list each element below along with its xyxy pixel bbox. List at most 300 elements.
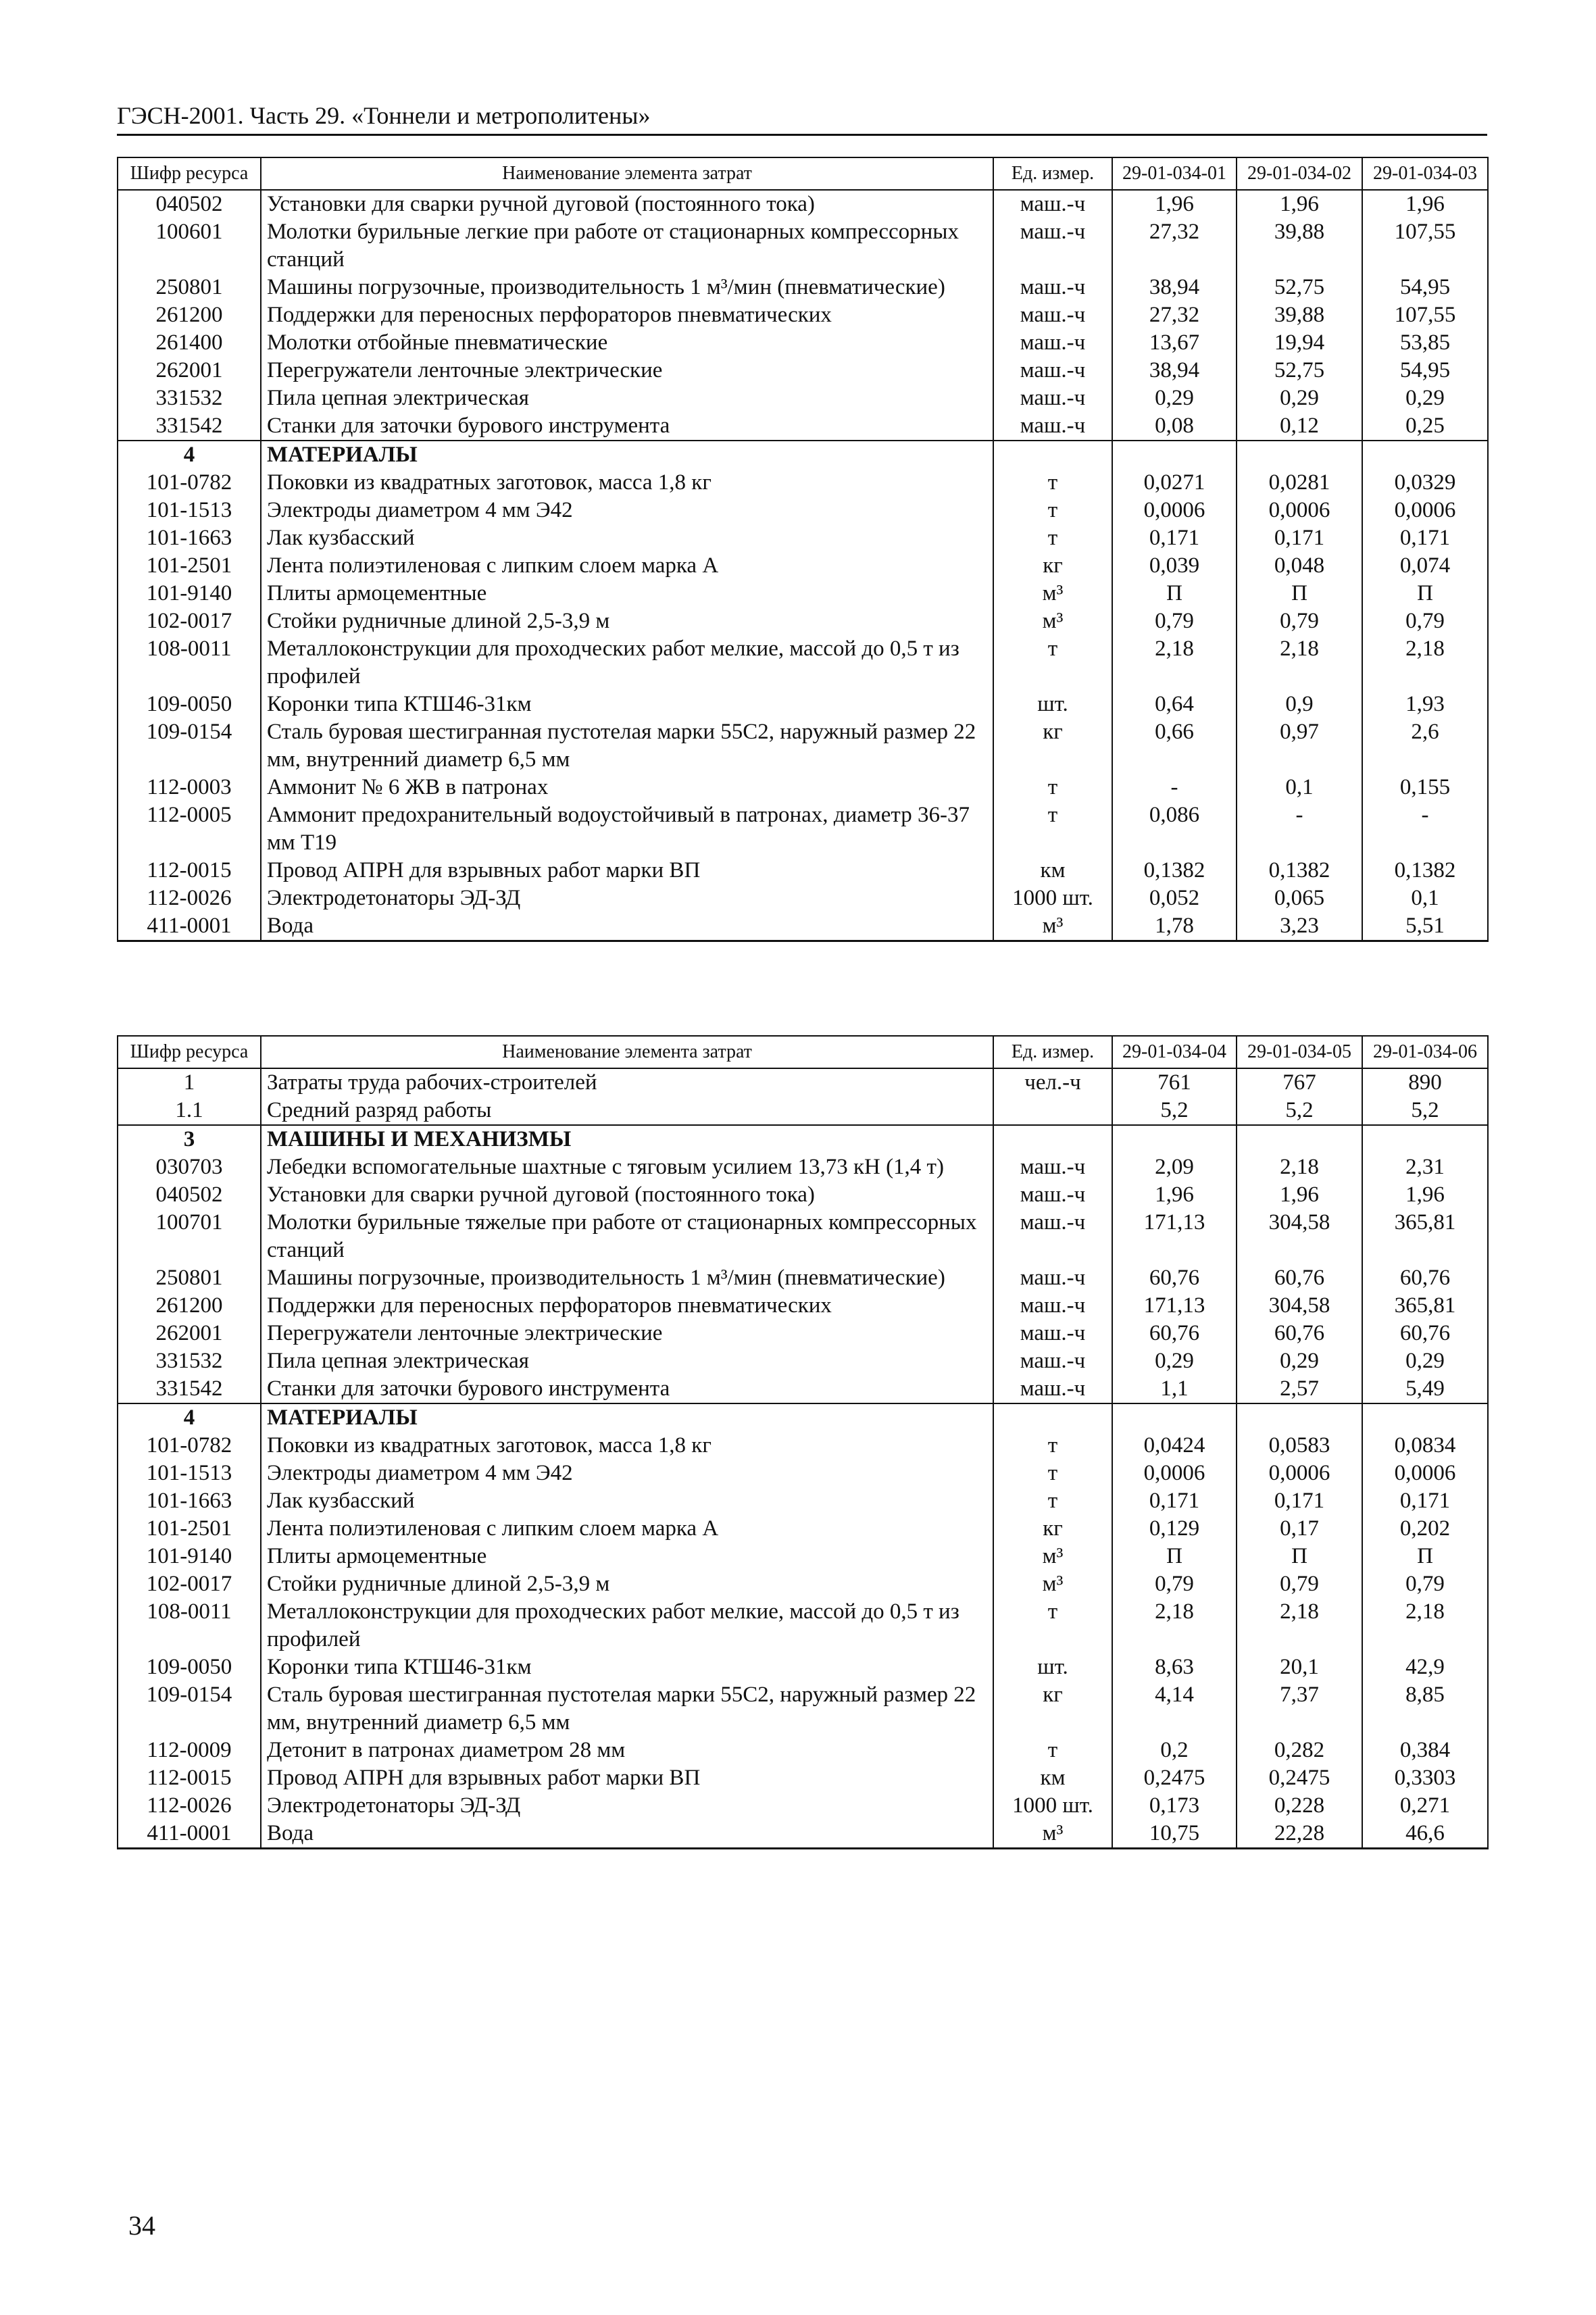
resource-name: Средний разряд работы	[261, 1097, 993, 1125]
value-cell: 0,282	[1237, 1737, 1362, 1764]
value-cell: 0,155	[1362, 774, 1488, 801]
unit-cell: т	[993, 469, 1112, 497]
resource-table-2	[117, 1035, 1489, 1849]
resource-code: 040502	[118, 1181, 261, 1209]
resource-code: 101-0782	[118, 469, 261, 497]
resource-code: 101-1513	[118, 1460, 261, 1487]
value-cell: 0,171	[1112, 524, 1237, 552]
unit-cell: т	[993, 1598, 1112, 1653]
value-cell: 0,08	[1112, 412, 1237, 441]
unit-cell: маш.-ч	[993, 1153, 1112, 1181]
resource-code: 331542	[118, 1375, 261, 1403]
page-number: 34	[128, 2210, 155, 2241]
unit-cell: т	[993, 774, 1112, 801]
resource-name: Сталь буровая шестигранная пустотелая марки 55С2, наружный размер 22 мм, внутренний диаметр 6,5 мм	[261, 1681, 993, 1737]
table-row	[118, 1681, 1488, 1737]
value-cell: 767	[1237, 1068, 1362, 1097]
value-cell: 0,384	[1362, 1737, 1488, 1764]
resource-code: 411-0001	[118, 1820, 261, 1849]
value-cell: 0,0271	[1112, 469, 1237, 497]
resource-name: Аммонит № 6 ЖВ в патронах	[261, 774, 993, 801]
resource-name: Станки для заточки бурового инструмента	[261, 1375, 993, 1403]
value-cell: 5,2	[1237, 1097, 1362, 1125]
resource-code: 3	[118, 1125, 261, 1153]
value-cell: 0,039	[1112, 552, 1237, 580]
column-header: 29-01-034-04	[1112, 1036, 1237, 1068]
value-cell: 0,0281	[1237, 469, 1362, 497]
resource-name: Станки для заточки бурового инструмента	[261, 412, 993, 441]
column-header: 29-01-034-02	[1237, 157, 1362, 190]
value-cell: 107,55	[1362, 218, 1488, 274]
resource-name: Лак кузбасский	[261, 1487, 993, 1515]
resource-name: Сталь буровая шестигранная пустотелая марки 55С2, наружный размер 22 мм, внутренний диаметр 6,5 мм	[261, 718, 993, 774]
value-cell: 0,048	[1237, 552, 1362, 580]
value-cell: -	[1237, 801, 1362, 857]
resource-code: 112-0026	[118, 885, 261, 912]
resource-name: Стойки рудничные длиной 2,5-3,9 м	[261, 1570, 993, 1598]
value-cell: 60,76	[1112, 1264, 1237, 1292]
table-row	[118, 218, 1488, 274]
resource-name: Лента полиэтиленовая с липким слоем марка А	[261, 552, 993, 580]
value-cell: 5,2	[1112, 1097, 1237, 1125]
value-cell: 0,29	[1362, 384, 1488, 412]
table-header-row	[118, 157, 1488, 190]
resource-name: Лента полиэтиленовая с липким слоем марка А	[261, 1515, 993, 1543]
table-row	[118, 1320, 1488, 1347]
table-row	[118, 1153, 1488, 1181]
value-cell: 0,79	[1112, 1570, 1237, 1598]
value-cell: 42,9	[1362, 1653, 1488, 1681]
value-cell: 0,0006	[1237, 1460, 1362, 1487]
resource-code: 101-0782	[118, 1432, 261, 1460]
value-cell	[1237, 1125, 1362, 1153]
unit-cell: шт.	[993, 1653, 1112, 1681]
value-cell: 0,12	[1237, 412, 1362, 441]
value-cell: 10,75	[1112, 1820, 1237, 1849]
table-row	[118, 1792, 1488, 1820]
value-cell: 0,2	[1112, 1737, 1237, 1764]
table-row	[118, 412, 1488, 441]
column-header: 29-01-034-06	[1362, 1036, 1488, 1068]
value-cell	[1112, 441, 1237, 469]
unit-cell	[993, 441, 1112, 469]
resource-name: Молотки отбойные пневматические	[261, 329, 993, 357]
resource-name: Поддержки для переносных перфораторов пневматических	[261, 301, 993, 329]
resource-code: 331542	[118, 412, 261, 441]
value-cell: 2,6	[1362, 718, 1488, 774]
resource-name: Плиты армоцементные	[261, 580, 993, 607]
table-row	[118, 301, 1488, 329]
resource-name: Машины погрузочные, производительность 1 м³/мин (пневматические)	[261, 274, 993, 301]
value-cell: 0,79	[1237, 607, 1362, 635]
value-cell: 0,0006	[1112, 1460, 1237, 1487]
resource-code: 109-0050	[118, 691, 261, 718]
section-row	[118, 1125, 1488, 1153]
value-cell: 2,18	[1112, 1598, 1237, 1653]
table-row	[118, 384, 1488, 412]
unit-cell: чел.-ч	[993, 1068, 1112, 1097]
value-cell: 0,1	[1237, 774, 1362, 801]
unit-cell: м³	[993, 580, 1112, 607]
resource-name: Пила цепная электрическая	[261, 384, 993, 412]
value-cell: 0,171	[1237, 1487, 1362, 1515]
value-cell: 0,66	[1112, 718, 1237, 774]
section-row	[118, 1403, 1488, 1432]
page-header	[117, 101, 1487, 136]
value-cell: 2,31	[1362, 1153, 1488, 1181]
unit-cell: км	[993, 1764, 1112, 1792]
value-cell: 2,18	[1237, 635, 1362, 691]
unit-cell: кг	[993, 552, 1112, 580]
table-row	[118, 497, 1488, 524]
value-cell: 0,271	[1362, 1792, 1488, 1820]
table-row	[118, 912, 1488, 941]
value-cell: 2,57	[1237, 1375, 1362, 1403]
value-cell: П	[1362, 1543, 1488, 1570]
unit-cell	[993, 1097, 1112, 1125]
table-row	[118, 1181, 1488, 1209]
value-cell: 0,171	[1112, 1487, 1237, 1515]
value-cell: 0,171	[1362, 524, 1488, 552]
unit-cell: т	[993, 1737, 1112, 1764]
unit-cell: кг	[993, 1681, 1112, 1737]
value-cell: 22,28	[1237, 1820, 1362, 1849]
resource-name: МАШИНЫ И МЕХАНИЗМЫ	[261, 1125, 993, 1153]
value-cell	[1237, 441, 1362, 469]
column-header: 29-01-034-05	[1237, 1036, 1362, 1068]
resource-code: 102-0017	[118, 1570, 261, 1598]
value-cell: 0,228	[1237, 1792, 1362, 1820]
table-row	[118, 469, 1488, 497]
value-cell: 5,51	[1362, 912, 1488, 941]
value-cell: 52,75	[1237, 357, 1362, 384]
value-cell: 171,13	[1112, 1209, 1237, 1264]
table-row	[118, 1347, 1488, 1375]
unit-cell: маш.-ч	[993, 1264, 1112, 1292]
value-cell: 0,171	[1362, 1487, 1488, 1515]
unit-cell: маш.-ч	[993, 412, 1112, 441]
value-cell: 0,0006	[1237, 497, 1362, 524]
resource-code: 411-0001	[118, 912, 261, 941]
value-cell: П	[1112, 580, 1237, 607]
value-cell: 171,13	[1112, 1292, 1237, 1320]
unit-cell: маш.-ч	[993, 274, 1112, 301]
resource-code: 101-1663	[118, 524, 261, 552]
unit-cell: м³	[993, 1570, 1112, 1598]
resource-code: 101-2501	[118, 552, 261, 580]
resource-name: Установки для сварки ручной дуговой (постоянного тока)	[261, 190, 993, 218]
resource-name: Провод АПРН для взрывных работ марки ВП	[261, 857, 993, 885]
unit-cell: маш.-ч	[993, 1181, 1112, 1209]
resource-name: Вода	[261, 912, 993, 941]
value-cell: 27,32	[1112, 218, 1237, 274]
resource-name: Вода	[261, 1820, 993, 1849]
resource-code: 1.1	[118, 1097, 261, 1125]
value-cell: 0,1382	[1237, 857, 1362, 885]
resource-name: Металлоконструкции для проходческих работ мелкие, массой до 0,5 т из профилей	[261, 1598, 993, 1653]
resource-code: 4	[118, 441, 261, 469]
unit-header: Ед. измер.	[993, 1036, 1112, 1068]
value-cell: 1,1	[1112, 1375, 1237, 1403]
table-row	[118, 1460, 1488, 1487]
value-cell: 0,3303	[1362, 1764, 1488, 1792]
unit-cell: маш.-ч	[993, 1375, 1112, 1403]
unit-cell: т	[993, 635, 1112, 691]
value-cell: 27,32	[1112, 301, 1237, 329]
resource-name: Молотки бурильные тяжелые при работе от стационарных компрессорных станций	[261, 1209, 993, 1264]
resource-name: Электроды диаметром 4 мм Э42	[261, 497, 993, 524]
name-header: Наименование элемента затрат	[261, 157, 993, 190]
table-row	[118, 691, 1488, 718]
resource-code: 331532	[118, 1347, 261, 1375]
resource-name: Детонит в патронах диаметром 28 мм	[261, 1737, 993, 1764]
value-cell: 0,0834	[1362, 1432, 1488, 1460]
value-cell: 13,67	[1112, 329, 1237, 357]
resource-code: 109-0154	[118, 718, 261, 774]
column-header: 29-01-034-03	[1362, 157, 1488, 190]
unit-cell: м³	[993, 607, 1112, 635]
value-cell: 8,85	[1362, 1681, 1488, 1737]
table-row	[118, 1432, 1488, 1460]
section-row	[118, 441, 1488, 469]
table-row	[118, 329, 1488, 357]
table-row	[118, 1598, 1488, 1653]
resource-code: 112-0005	[118, 801, 261, 857]
table-row	[118, 524, 1488, 552]
table-row	[118, 1543, 1488, 1570]
unit-cell: т	[993, 801, 1112, 857]
unit-cell: шт.	[993, 691, 1112, 718]
table-row	[118, 1764, 1488, 1792]
value-cell: 0,29	[1112, 1347, 1237, 1375]
unit-cell: маш.-ч	[993, 1320, 1112, 1347]
value-cell: 0,29	[1237, 1347, 1362, 1375]
resource-code: 261200	[118, 1292, 261, 1320]
value-cell: 3,23	[1237, 912, 1362, 941]
unit-cell: м³	[993, 1543, 1112, 1570]
table-row	[118, 580, 1488, 607]
value-cell: 0,202	[1362, 1515, 1488, 1543]
value-cell: 0,1382	[1362, 857, 1488, 885]
table-row	[118, 774, 1488, 801]
resource-code: 261200	[118, 301, 261, 329]
table-row	[118, 1292, 1488, 1320]
value-cell: 1,96	[1237, 190, 1362, 218]
table-row	[118, 607, 1488, 635]
value-cell	[1362, 441, 1488, 469]
resource-code: 112-0026	[118, 1792, 261, 1820]
value-cell: -	[1362, 801, 1488, 857]
value-cell: 1,78	[1112, 912, 1237, 941]
table-row	[118, 552, 1488, 580]
value-cell: 0,1	[1362, 885, 1488, 912]
value-cell: 54,95	[1362, 274, 1488, 301]
value-cell: 0,17	[1237, 1515, 1362, 1543]
value-cell	[1237, 1403, 1362, 1432]
value-cell: 0,29	[1237, 384, 1362, 412]
value-cell: П	[1112, 1543, 1237, 1570]
value-cell	[1112, 1125, 1237, 1153]
value-cell: 2,18	[1237, 1598, 1362, 1653]
resource-name: МАТЕРИАЛЫ	[261, 1403, 993, 1432]
unit-cell: маш.-ч	[993, 190, 1112, 218]
value-cell: 107,55	[1362, 301, 1488, 329]
value-cell	[1112, 1403, 1237, 1432]
value-cell: 0,97	[1237, 718, 1362, 774]
value-cell: 365,81	[1362, 1209, 1488, 1264]
table-body	[118, 1068, 1488, 1849]
code-header: Шифр ресурса	[118, 1036, 261, 1068]
table-row	[118, 1097, 1488, 1125]
resource-name: Перегружатели ленточные электрические	[261, 357, 993, 384]
resource-name: Машины погрузочные, производительность 1 м³/мин (пневматические)	[261, 1264, 993, 1292]
resource-code: 101-2501	[118, 1515, 261, 1543]
resource-name: Коронки типа КТШ46-31км	[261, 691, 993, 718]
value-cell: 0,79	[1112, 607, 1237, 635]
table-row	[118, 1487, 1488, 1515]
unit-cell: маш.-ч	[993, 357, 1112, 384]
resource-code: 100701	[118, 1209, 261, 1264]
value-cell: 0,0006	[1362, 1460, 1488, 1487]
unit-cell: 1000 шт.	[993, 1792, 1112, 1820]
resource-code: 040502	[118, 190, 261, 218]
resource-name: Лак кузбасский	[261, 524, 993, 552]
resource-name: Лебедки вспомогательные шахтные с тяговым усилием 13,73 кН (1,4 т)	[261, 1153, 993, 1181]
resource-name: Электродетонаторы ЭД-ЗД	[261, 1792, 993, 1820]
resource-code: 101-1513	[118, 497, 261, 524]
table-row	[118, 885, 1488, 912]
value-cell: 1,96	[1112, 190, 1237, 218]
resource-name: Аммонит предохранительный водоустойчивый в патронах, диаметр 36-37 мм Т19	[261, 801, 993, 857]
unit-cell: маш.-ч	[993, 1347, 1112, 1375]
resource-code: 101-1663	[118, 1487, 261, 1515]
value-cell: 53,85	[1362, 329, 1488, 357]
resource-name: Пила цепная электрическая	[261, 1347, 993, 1375]
resource-code: 109-0154	[118, 1681, 261, 1737]
table-row	[118, 635, 1488, 691]
resource-code: 112-0009	[118, 1737, 261, 1764]
table-row	[118, 1737, 1488, 1764]
column-header: 29-01-034-01	[1112, 157, 1237, 190]
table-row	[118, 274, 1488, 301]
resource-name: Поковки из квадратных заготовок, масса 1,8 кг	[261, 469, 993, 497]
value-cell: 1,96	[1362, 1181, 1488, 1209]
table-row	[118, 1515, 1488, 1543]
unit-cell: км	[993, 857, 1112, 885]
table-row	[118, 1570, 1488, 1598]
unit-cell: маш.-ч	[993, 329, 1112, 357]
unit-cell: т	[993, 1460, 1112, 1487]
unit-cell: маш.-ч	[993, 1292, 1112, 1320]
value-cell: 0,171	[1237, 524, 1362, 552]
unit-cell: маш.-ч	[993, 384, 1112, 412]
value-cell: 54,95	[1362, 357, 1488, 384]
value-cell: 890	[1362, 1068, 1488, 1097]
value-cell: 39,88	[1237, 218, 1362, 274]
resource-code: 261400	[118, 329, 261, 357]
resource-code: 101-9140	[118, 1543, 261, 1570]
resource-code: 1	[118, 1068, 261, 1097]
table-row	[118, 1264, 1488, 1292]
resource-name: Перегружатели ленточные электрические	[261, 1320, 993, 1347]
resource-name: Плиты армоцементные	[261, 1543, 993, 1570]
code-header: Шифр ресурса	[118, 157, 261, 190]
resource-name: Затраты труда рабочих-строителей	[261, 1068, 993, 1097]
value-cell: 20,1	[1237, 1653, 1362, 1681]
resource-name: МАТЕРИАЛЫ	[261, 441, 993, 469]
table-row	[118, 357, 1488, 384]
resource-name: Электродетонаторы ЭД-ЗД	[261, 885, 993, 912]
value-cell	[1362, 1125, 1488, 1153]
value-cell: 2,18	[1112, 635, 1237, 691]
resource-name: Молотки бурильные легкие при работе от стационарных компрессорных станций	[261, 218, 993, 274]
value-cell: 0,0583	[1237, 1432, 1362, 1460]
value-cell: 38,94	[1112, 274, 1237, 301]
value-cell: 38,94	[1112, 357, 1237, 384]
value-cell: 0,2475	[1112, 1764, 1237, 1792]
value-cell: 0,086	[1112, 801, 1237, 857]
value-cell: 2,18	[1362, 1598, 1488, 1653]
value-cell: 1,96	[1362, 190, 1488, 218]
resource-code: 108-0011	[118, 1598, 261, 1653]
value-cell: 0,2475	[1237, 1764, 1362, 1792]
unit-cell: т	[993, 497, 1112, 524]
value-cell: 0,29	[1112, 384, 1237, 412]
value-cell: 60,76	[1237, 1320, 1362, 1347]
unit-cell: т	[993, 1432, 1112, 1460]
value-cell: -	[1112, 774, 1237, 801]
resource-name: Металлоконструкции для проходческих работ мелкие, массой до 0,5 т из профилей	[261, 635, 993, 691]
value-cell: 0,79	[1237, 1570, 1362, 1598]
resource-code: 109-0050	[118, 1653, 261, 1681]
table-row	[118, 801, 1488, 857]
value-cell: 2,18	[1362, 635, 1488, 691]
unit-cell	[993, 1403, 1112, 1432]
resource-name: Установки для сварки ручной дуговой (постоянного тока)	[261, 1181, 993, 1209]
value-cell: 0,129	[1112, 1515, 1237, 1543]
unit-cell: кг	[993, 718, 1112, 774]
value-cell: 304,58	[1237, 1292, 1362, 1320]
table-row	[118, 1653, 1488, 1681]
value-cell: 1,93	[1362, 691, 1488, 718]
value-cell: 0,0006	[1362, 497, 1488, 524]
resource-code: 331532	[118, 384, 261, 412]
value-cell: 60,76	[1362, 1264, 1488, 1292]
resource-code: 112-0003	[118, 774, 261, 801]
value-cell: 0,074	[1362, 552, 1488, 580]
value-cell: 304,58	[1237, 1209, 1362, 1264]
value-cell: 60,76	[1112, 1320, 1237, 1347]
value-cell: 1,96	[1112, 1181, 1237, 1209]
resource-code: 101-9140	[118, 580, 261, 607]
table-row	[118, 1068, 1488, 1097]
unit-cell: т	[993, 1487, 1112, 1515]
value-cell: 2,18	[1237, 1153, 1362, 1181]
value-cell: 39,88	[1237, 301, 1362, 329]
resource-code: 112-0015	[118, 857, 261, 885]
unit-cell: кг	[993, 1515, 1112, 1543]
value-cell: 46,6	[1362, 1820, 1488, 1849]
unit-cell: 1000 шт.	[993, 885, 1112, 912]
value-cell: 5,49	[1362, 1375, 1488, 1403]
value-cell: 0,0006	[1112, 497, 1237, 524]
value-cell	[1362, 1403, 1488, 1432]
table-row	[118, 718, 1488, 774]
name-header: Наименование элемента затрат	[261, 1036, 993, 1068]
value-cell: 0,64	[1112, 691, 1237, 718]
value-cell: 60,76	[1362, 1320, 1488, 1347]
resource-name: Стойки рудничные длиной 2,5-3,9 м	[261, 607, 993, 635]
